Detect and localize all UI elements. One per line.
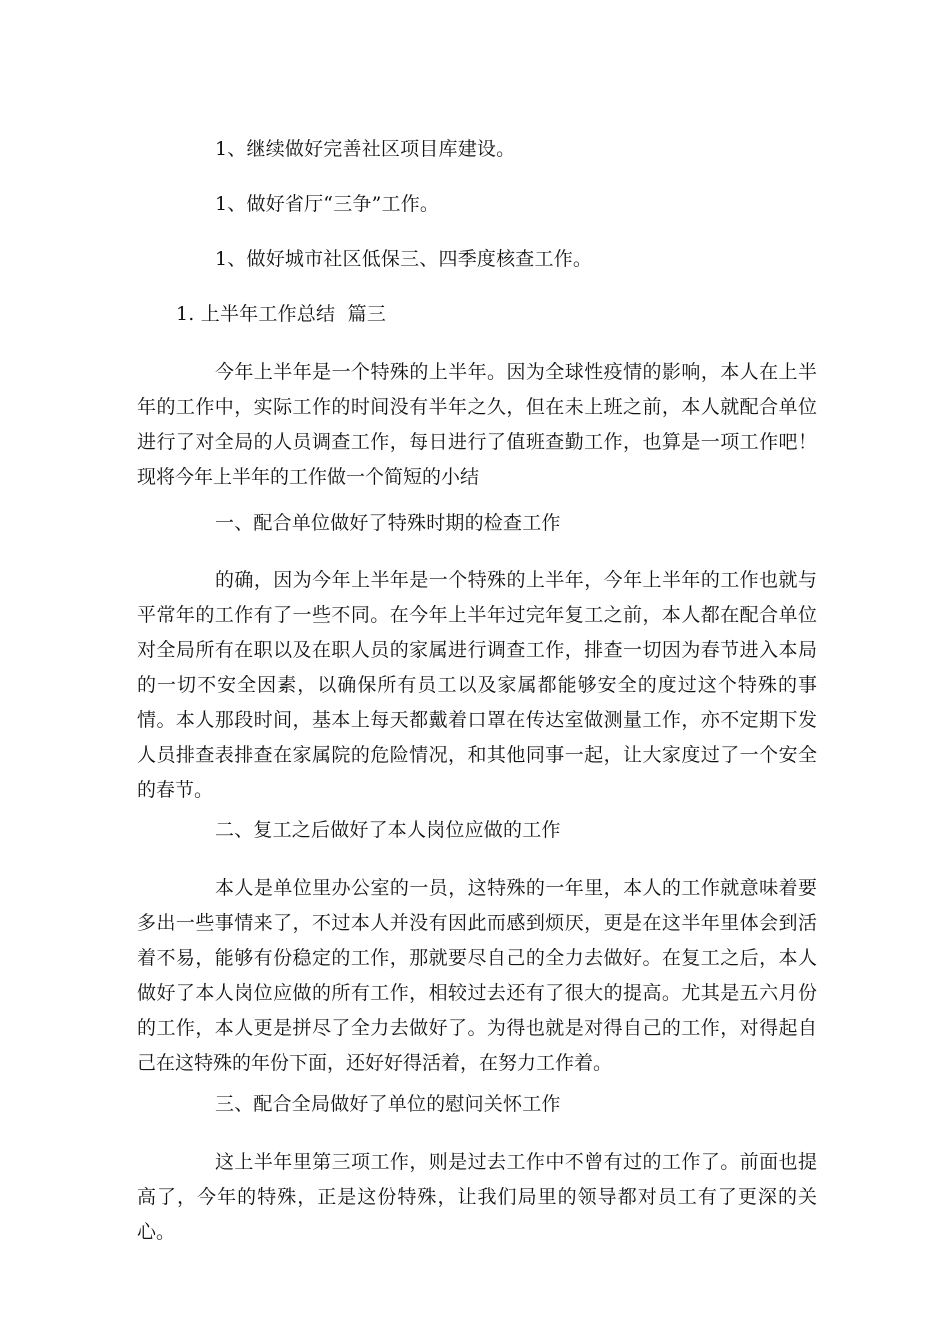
body-paragraph	[137, 563, 817, 808]
section-heading: 二、复工之后做好了本人岗位应做的工作	[215, 819, 561, 841]
body-paragraph	[137, 1145, 817, 1250]
section-heading: 三、配合全局做好了单位的慰问关怀工作	[215, 1093, 561, 1115]
list-item: 1、做好省厅“三争”工作。	[215, 193, 440, 215]
body-paragraph	[137, 871, 817, 1081]
intro-paragraph	[137, 355, 817, 495]
paragraph-text: 今年上半年是一个特殊的上半年。因为全球性疫情的影响，本人在上半年的工作中，实际工作的时间没有半年之久，但在未上班之前，本人就配合单位进行了对全局的人员调查工作，每日进行了值班查勤工作，也算是一项工作吧！现将今年上半年的工作做一个简短的小结	[137, 361, 817, 488]
section-title: 1. 上半年工作总结 篇三	[176, 303, 387, 325]
list-item: 1、做好城市社区低保三、四季度核查工作。	[215, 248, 593, 270]
paragraph-text: 这上半年里第三项工作，则是过去工作中不曾有过的工作了。前面也提高了，今年的特殊，正是这份特殊，让我们局里的领导都对员工有了更深的关心。	[137, 1151, 817, 1243]
list-item: 1、继续做好完善社区项目库建设。	[215, 138, 516, 160]
paragraph-text: 的确，因为今年上半年是一个特殊的上半年，今年上半年的工作也就与平常年的工作有了一些不同。在今年上半年过完年复工之前，本人都在配合单位对全局所有在职以及在职人员的家属进行调查工作，排查一切因为春节进入本局的一切不安全因素，以确保所有员工以及家属都能够安全的度过这个特殊的事情。本人那段时间，基本上每天都戴着口罩在传达室做测量工作，亦不定期下发人员排查表排查在家属院的危险情况，和其他同事一起，让大家度过了一个安全的春节。	[137, 569, 817, 801]
paragraph-text: 本人是单位里办公室的一员，这特殊的一年里，本人的工作就意味着要多出一些事情来了，不过本人并没有因此而感到烦厌，更是在这半年里体会到活着不易，能够有份稳定的工作，那就要尽自己的全力去做好。在复工之后，本人做好了本人岗位应做的所有工作，相较过去还有了很大的提高。尤其是五六月份的工作，本人更是拼尽了全力去做好了。为得也就是对得自己的工作，对得起自己在这特殊的年份下面，还好好得活着，在努力工作着。	[137, 877, 817, 1074]
section-heading: 一、配合单位做好了特殊时期的检查工作	[215, 512, 561, 534]
